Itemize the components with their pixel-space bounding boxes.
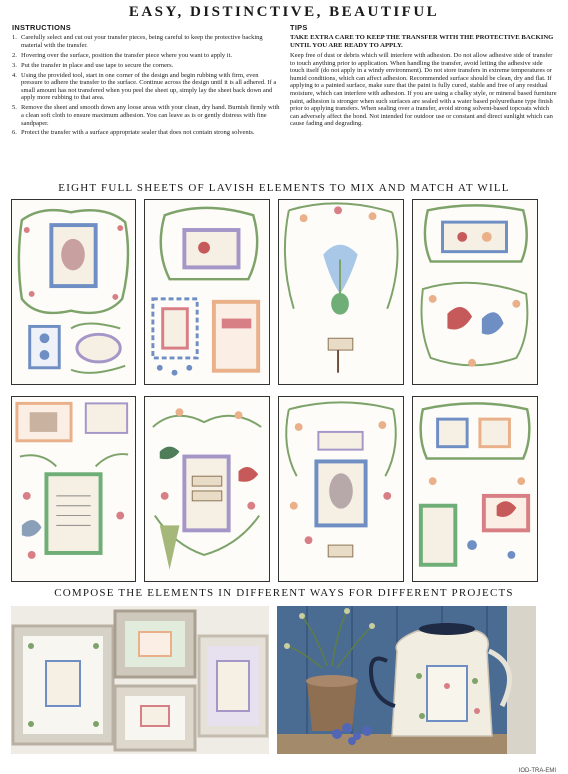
transfer-sheet-4 bbox=[412, 199, 538, 385]
step-text: Protect the transfer with a surface appropriate sealer that does not contain strong solvents. bbox=[21, 129, 255, 137]
transfer-sheet-8 bbox=[412, 396, 538, 582]
transfer-sheet-5 bbox=[11, 396, 136, 582]
step-number: 4. bbox=[12, 71, 17, 79]
pitcher-still-life-photo bbox=[277, 606, 536, 754]
instruction-step bbox=[12, 52, 280, 60]
step-text: Carefully select and cut out your transfer pieces, being careful to keep the protective backing material with the transfer. bbox=[21, 34, 263, 49]
transfer-sheet-1 bbox=[11, 199, 136, 385]
step-text: Put the transfer in place and use tape to secure the corners. bbox=[21, 61, 174, 69]
step-number: 2. bbox=[12, 51, 17, 59]
step-number: 5. bbox=[12, 104, 17, 112]
sheet-8-artwork bbox=[413, 397, 537, 581]
tips-heading: TIPS bbox=[290, 23, 308, 32]
sheet-6-artwork bbox=[145, 397, 269, 581]
step-text: Hovering over the surface, position the transfer piece where you want to apply it. bbox=[21, 51, 232, 59]
step-text: Remove the sheet and smooth down any loose areas with your clean, dry hand. Burnish firmly with a clean soft cloth to ensure maximum adhesion. You can leave as is or gently distress with fine sandpaper. bbox=[21, 104, 280, 127]
sheet-5-artwork bbox=[12, 397, 135, 581]
sheet-7-artwork bbox=[279, 397, 403, 581]
instruction-step bbox=[12, 72, 280, 102]
instruction-step bbox=[12, 129, 280, 137]
transfer-sheet-3 bbox=[278, 199, 404, 385]
instruction-step bbox=[12, 34, 280, 49]
framed-art-illustration bbox=[11, 606, 269, 754]
step-number: 1. bbox=[12, 34, 17, 41]
sheet-3-artwork bbox=[279, 200, 403, 384]
step-number: 3. bbox=[12, 61, 17, 69]
step-number: 6. bbox=[12, 129, 17, 137]
instruction-step bbox=[12, 104, 280, 127]
sheet-4-artwork bbox=[413, 200, 537, 384]
sheets-heading: EIGHT FULL SHEETS OF LAVISH ELEMENTS TO MIX AND MATCH AT WILL bbox=[58, 182, 510, 194]
instruction-step bbox=[12, 62, 280, 70]
tips-lead: TAKE EXTRA CARE TO KEEP THE TRANSFER WITH THE PROTECTIVE BACKING UNTIL YOU ARE READY TO APPLY. bbox=[290, 34, 554, 49]
pitcher-illustration bbox=[277, 606, 536, 754]
instructions-heading: INSTRUCTIONS bbox=[12, 23, 72, 32]
transfer-sheet-2 bbox=[144, 199, 270, 385]
page-title: EASY, DISTINCTIVE, BEAUTIFUL bbox=[128, 4, 440, 20]
sheet-2-artwork bbox=[145, 200, 269, 384]
compose-heading: COMPOSE THE ELEMENTS IN DIFFERENT WAYS FOR DIFFERENT PROJECTS bbox=[54, 587, 514, 599]
instructions-section bbox=[12, 23, 280, 139]
transfer-sheet-6 bbox=[144, 396, 270, 582]
tips-section bbox=[290, 23, 558, 128]
tips-body: Keep free of dust or debris which will interfere with adhesion. Do not allow adhesive side of transfer to touch anything prior to application. When handling the transfer, avoid letting the adhesive side touch itself (do not apply in a windy environment). Do not store transfers in extreme temperatures or humid conditions, which can affect adhesion. Recommended surface should be clean, dry and flat. If applying to a painted surface, make sure that the paint is fully cured, stable and free of any residual moisture, which can interfere with adhesion. If you are using a chalky style, or mineral based furniture paint, adhesion is stronger when such surfaces are sealed with a water based polyurethane type finish prior to applying transfers. When sealing over a transfer, avoid strong solvent-based topcoats which can adversely affect the bond. Not intended for outdoor use or constant and direct sunlight which can cause fading and degrading. bbox=[290, 52, 557, 128]
transfer-sheet-7 bbox=[278, 396, 404, 582]
step-text: Using the provided tool, start in one corner of the design and begin rubbing with firm, even pressure to adhere the transfer to the surface. Continue across the design until it is all adhered. If a small amount has not transfered when you peel the sheet up, simply lay the sheet back down and apply more rubbing to that area. bbox=[21, 71, 277, 102]
sheet-1-artwork bbox=[12, 200, 135, 384]
instructions-list bbox=[12, 34, 280, 137]
framed-art-photo bbox=[11, 606, 269, 754]
product-code: IOD-TRA-EMI bbox=[518, 768, 556, 774]
